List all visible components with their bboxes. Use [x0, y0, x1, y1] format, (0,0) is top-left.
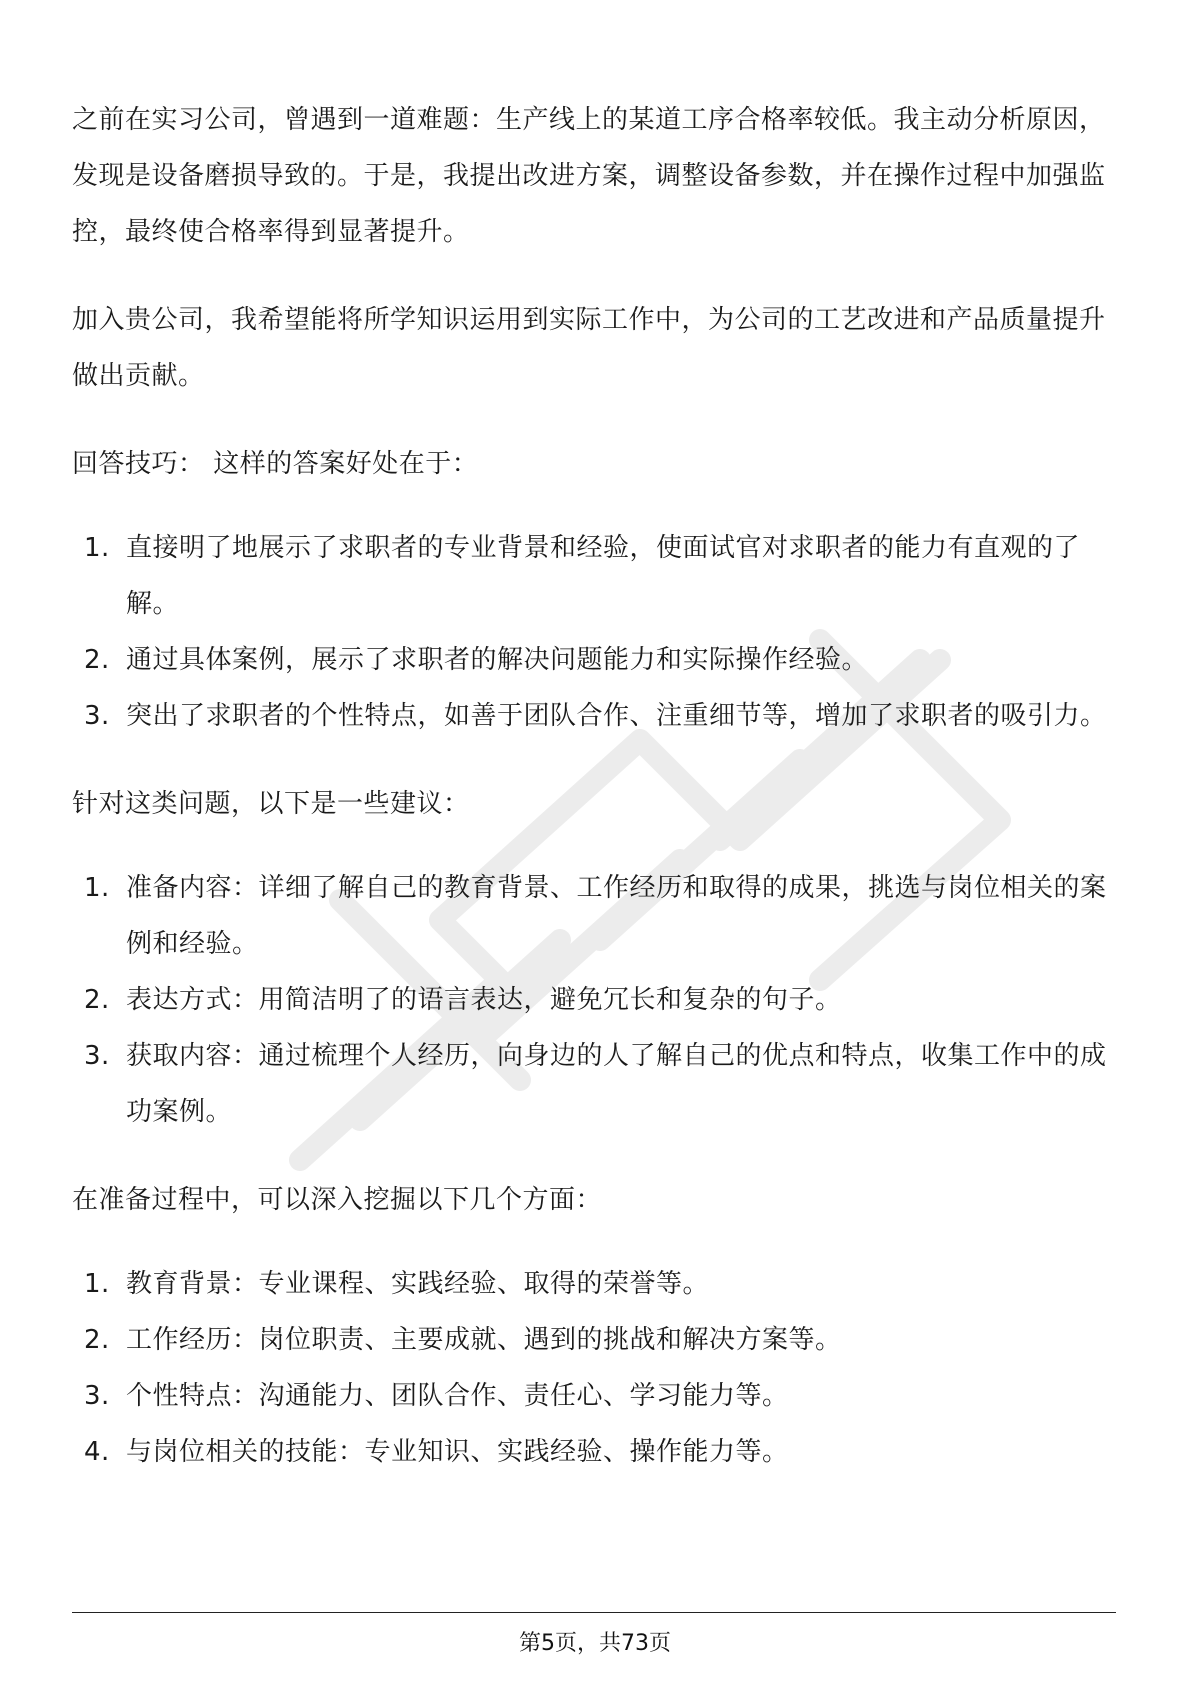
list-item [72, 972, 1112, 1028]
paragraph-tips-heading: 回答技巧： 这样的答案好处在于： [72, 449, 479, 479]
list-text: 表达方式：用简洁明了的语言表达，避免冗长和复杂的句子。 [126, 985, 842, 1015]
list-number: 2. [84, 645, 110, 675]
list-number: 1. [84, 873, 110, 903]
list-number: 4. [84, 1437, 110, 1467]
list-text: 通过具体案例，展示了求职者的解决问题能力和实际操作经验。 [126, 645, 869, 675]
list-item [72, 1256, 1112, 1312]
list-number: 3. [84, 701, 110, 731]
paragraph-aspects-heading: 在准备过程中，可以深入挖掘以下几个方面： [72, 1185, 603, 1215]
aspects-list [72, 1256, 1112, 1480]
list-item [72, 520, 1112, 632]
footer-divider [72, 1612, 1116, 1613]
list-item [72, 688, 1112, 744]
list-text: 个性特点：沟通能力、团队合作、责任心、学习能力等。 [126, 1381, 789, 1411]
list-text: 直接明了地展示了求职者的专业背景和经验，使面试官对求职者的能力有直观的了解。 [126, 533, 1081, 619]
list-text: 获取内容：通过梳理个人经历，向身边的人了解自己的优点和特点，收集工作中的成功案例。 [126, 1041, 1107, 1127]
list-item [72, 860, 1112, 972]
paragraph-experience: 之前在实习公司，曾遇到一道难题：生产线上的某道工序合格率较低。我主动分析原因，发现是设备磨损导致的。于是，我提出改进方案，调整设备参数，并在操作过程中加强监控，最终使合格率得到显著提升。 [72, 105, 1106, 247]
suggestions-list [72, 860, 1112, 1140]
list-text: 与岗位相关的技能：专业知识、实践经验、操作能力等。 [126, 1437, 789, 1467]
list-item [72, 1368, 1112, 1424]
list-item [72, 632, 1112, 688]
list-number: 1. [84, 1269, 110, 1299]
paragraph-suggestions-heading: 针对这类问题，以下是一些建议： [72, 789, 470, 819]
list-number: 2. [84, 1325, 110, 1355]
list-item [72, 1028, 1112, 1140]
list-number: 1. [84, 533, 110, 563]
list-item [72, 1424, 1112, 1480]
list-number: 3. [84, 1041, 110, 1071]
list-text: 工作经历：岗位职责、主要成就、遇到的挑战和解决方案等。 [126, 1325, 842, 1355]
list-number: 3. [84, 1381, 110, 1411]
list-text: 准备内容：详细了解自己的教育背景、工作经历和取得的成果，挑选与岗位相关的案例和经验。 [126, 873, 1107, 959]
page-number: 第5页，共73页 [519, 1631, 671, 1656]
benefits-list [72, 520, 1112, 744]
paragraph-goal: 加入贵公司，我希望能将所学知识运用到实际工作中，为公司的工艺改进和产品质量提升做出贡献。 [72, 305, 1106, 391]
list-text: 教育背景：专业课程、实践经验、取得的荣誉等。 [126, 1269, 710, 1299]
list-text: 突出了求职者的个性特点，如善于团队合作、注重细节等，增加了求职者的吸引力。 [126, 701, 1107, 731]
list-item [72, 1312, 1112, 1368]
page-content [72, 92, 1112, 1480]
list-number: 2. [84, 985, 110, 1015]
